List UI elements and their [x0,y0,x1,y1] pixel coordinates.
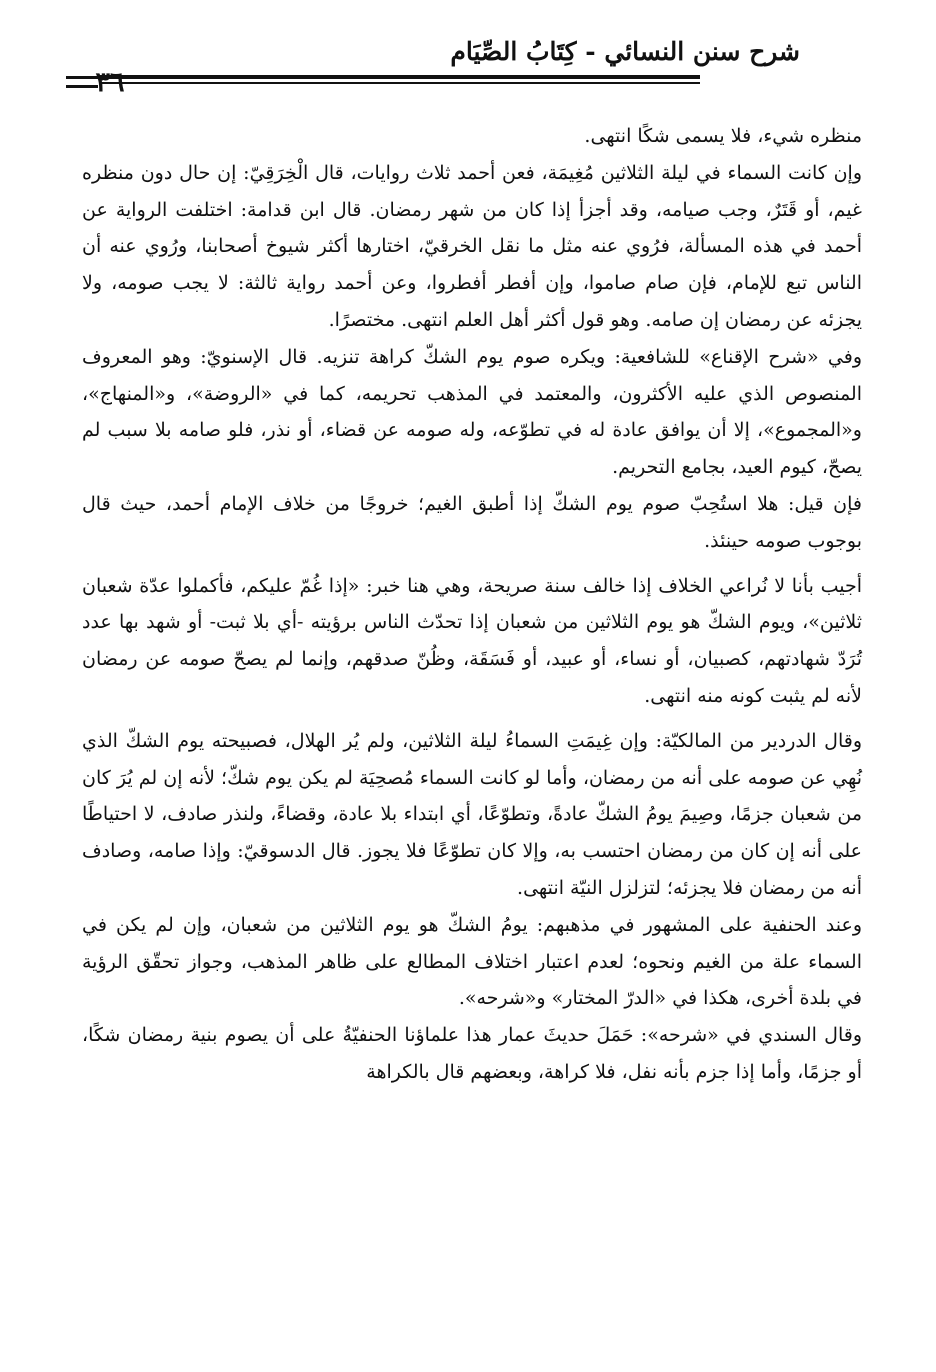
running-title: شرح سنن النسائي - كِتَابُ الصِّيَام [450,37,800,66]
paragraph: وفي «شرح الإقناع» للشافعية: ويكره صوم يوم الشكّ كراهة تنزيه. قال الإسنويّ: وهو المعروف المنصوص الذي عليه الأكثرون، والمعتمد في المذهب تحريمه، كما في «الروضة»، و«المنهاج»، و«المجموع»، إلا أن يوافق عادة له في تطوّعه، وله صومه عن قضاء، أو نذر، فلو صامه بلا سبب لم يصحّ، كيوم العيد، بجامع التحريم. [82,345,862,479]
book-page [60,30,870,1350]
paragraph: وقال الدردير من المالكيّة: وإن غِيمَتِ السماءُ ليلة الثلاثين، ولم يُر الهلال، فصبيحته يوم الشكّ الذي نُهِي عن صومه على أنه من رمضان، وأما لو كانت السماء مُصحِيَة لم يكن يوم شكّ؛ لأنه إن لم يُرَ كان من شعبان جزمًا، وصِيمَ يومُ الشكّ عادةً، وتطوّعًا، أي ابتداء بلا عادة، وقضاءً، ولنذر صادف، لا احتياطًا على أنه إن كان من رمضان احتسب به، وإلا كان تطوّعًا فلا يجوز. قال الدسوقيّ: وإذا صامه، وصادف أنه من رمضان فلا يجزئه؛ لتزلزل النيّة انتهى. [82,729,862,899]
header-rule-thick [100,75,700,79]
paragraph: فإن قيل: هلا استُحِبّ صوم يوم الشكّ إذا أطبق الغيم؛ خروجًا من خلاف الإمام أحمد، حيث قال بوجوب صومه حينئذ. [82,492,862,552]
header-rule-thin [100,82,700,84]
page-number: ٣٦ [95,67,125,98]
paragraph: وقال السندي في «شرحه»: حَمَلَ حديثَ عمار هذا علماؤنا الحنفيّةُ على أن يصوم بنية رمضان شكًا، أو جزمًا، وأما إذا جزم بأنه نفل، فلا كراهة، وبعضهم قال بالكراهة [82,1024,862,1083]
page-header [60,30,870,100]
body-text [82,118,862,1091]
paragraph: أجيب بأنا لا نُراعي الخلاف إذا خالف سنة صريحة، وهي هنا خبر: «إذا غُمّ عليكم، فأكملوا عدّة شعبان ثلاثين»، ويوم الشكّ هو يوم الثلاثين من شعبان إذا تحدّث الناس برؤيته -أي بلا ثبت- أو شهد بها عدد تُرَدّ شهادتهم، كصبيان، أو نساء، أو عبيد، أو فَسَقَة، وظُنّ صدقهم، وإنما لم يصحّ صومه عن رمضان لأنه لم يثبت كونه منه انتهى. [82,574,863,707]
paragraph: منظره شيء، فلا يسمى شكًا انتهى. [584,125,862,147]
paragraph: وإن كانت السماء في ليلة الثلاثين مُغِيمَة، فعن أحمد ثلاث روايات، قال الْخِرَقِيّ: إن حال دون منظره غيم، أو قَتَرٌ، وجب صيامه، وقد أجزأ إذا كان من شهر رمضان. قال ابن قدامة: اختلفت الرواية عن أحمد في هذه المسألة، فرُوي عنه مثل ما نقل الخرقيّ، اختارها أكثر شيوخ أصحابنا، ورُوي عنه أن الناس تبع للإمام، فإن صام صاموا، وإن أفطر أفطروا، وعن أحمد رواية ثالثة: لا يجب صومه، ولا يجزئه عن رمضان إن صامه. وهو قول أكثر أهل العلم انتهى. مختصرًا. [82,161,862,331]
paragraph: وعند الحنفية على المشهور في مذهبهم: يومُ الشكّ هو يوم الثلاثين من شعبان، وإن لم يكن في السماء علة من الغيم ونحوه؛ لعدم اعتبار اختلاف المطالع على ظاهر المذهب، وجواز تحقّق الرؤية في بلدة أخرى، هكذا في «الدرّ المختار» و«شرحه». [82,913,862,1010]
